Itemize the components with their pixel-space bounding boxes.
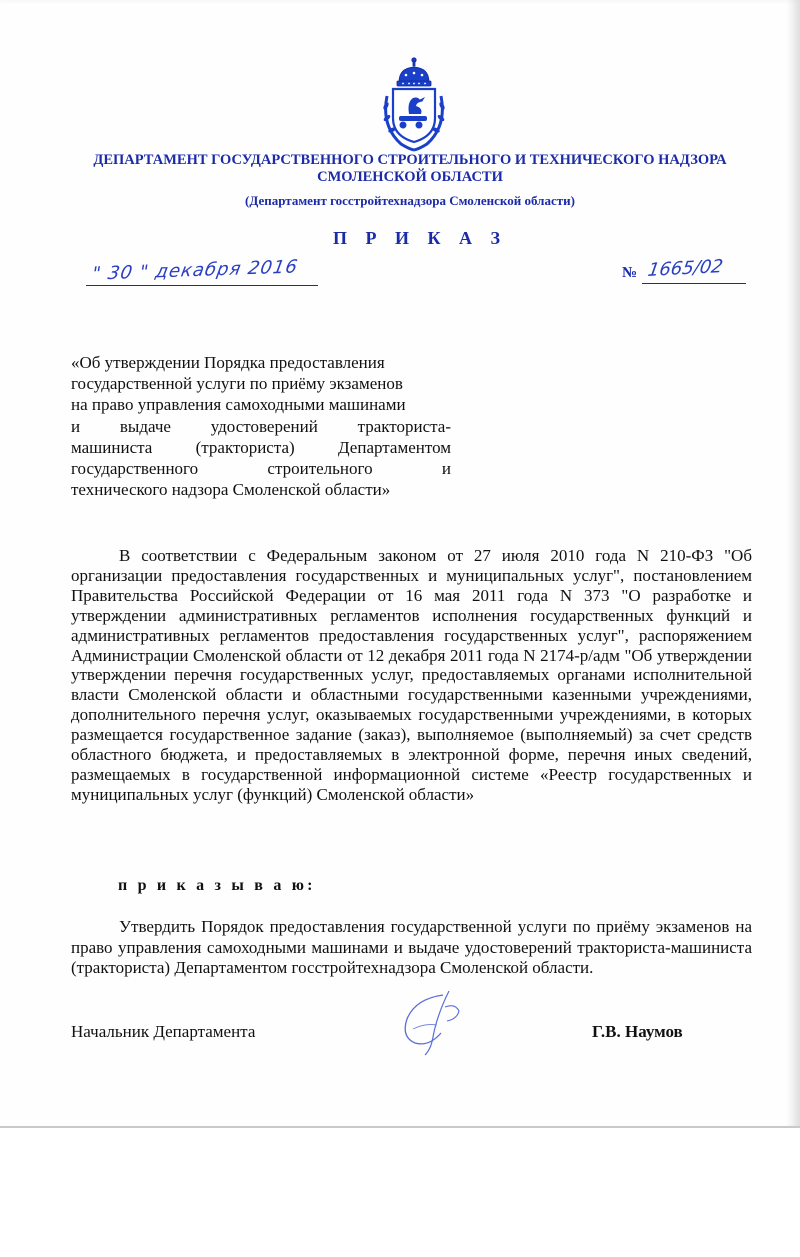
department-title (60, 152, 760, 186)
order-date-field (86, 256, 318, 286)
preamble-paragraph: В соответствии с Федеральным законом от 27 июля 2010 года N 210-ФЗ "Об организации предоставления государственных и муниципальных услуг", постановлением Правительства Российской Федерации от 16 мая 2011 года N 373 "О разработке и утверждении административных регламентов исполнения государственных функций и административных регламентов предоставления государственных услуг", распоряжением Администрации Смоленской области от 12 декабря 2011 года N 2174-р/адм "Об утверждении утверждении перечня государственных услуг, предоставляемых органами исполнительной власти Смоленской области и областными государственными казенными учреждениями, дополнительного перечня услуг, оказываемых государственными учреждениями, в которых размещается государственное задание (заказ), выполняемое (выполняемый) за счет средств областного бюджета, и предоставляемых в электронной форме, перечня иных сведений, размещаемых в государственной информационной системе «Реестр государственных и муниципальных услуг (функций) Смоленской области» (71, 546, 752, 804)
order-word: п р и к а з ы в а ю: (118, 877, 316, 894)
department-short-name: (Департамент госстройтехнадзора Смоленской области) (245, 193, 575, 208)
subject-line: «Об утверждении Порядка предоставления (71, 353, 385, 372)
page-edge (0, 1126, 800, 1128)
subject-line: технического надзора Смоленской области» (71, 480, 391, 500)
subject-line: государственного строительного и (71, 459, 451, 479)
order-number-handwritten: 1665/02 (646, 255, 725, 282)
department-title-line2: СМОЛЕНСКОЙ ОБЛАСТИ (317, 169, 503, 185)
subject-line: государственной услуги по приёму экзаменов (71, 374, 403, 394)
signatory-name: Г.В. Наумов (592, 1022, 683, 1041)
subject-line: и выдаче удостоверений тракториста- (71, 416, 451, 436)
department-title-line1: ДЕПАРТАМЕНТ ГОСУДАРСТВЕННОГО СТРОИТЕЛЬНОГО И ТЕХНИЧЕСКОГО НАДЗОРА (93, 152, 727, 168)
number-sign: № (622, 265, 638, 281)
order-subject (71, 352, 451, 500)
subject-line: машиниста (тракториста) Департаментом (71, 437, 451, 457)
order-number-field (622, 255, 746, 284)
document-type-title: П Р И К А З (332, 228, 508, 248)
signatory-position: Начальник Департамента (71, 1022, 256, 1041)
order-date-handwritten: " 30 " декабря 2016 (90, 256, 300, 285)
date-underline (86, 285, 318, 286)
resolution-paragraph: Утвердить Порядок предоставления государственной услуги по приёму экзаменов на право управления самоходными машинами и выдаче удостоверений тракториста-машиниста (тракториста) Департаментом госстройтехнадзора Смоленской области. (71, 917, 752, 977)
handwritten-signature-icon (385, 985, 485, 1057)
smolensk-coat-of-arms-icon (379, 56, 449, 152)
scan-shadow (786, 0, 800, 1128)
number-underline (642, 283, 746, 284)
subject-line: на право управления самоходными машинами (71, 395, 406, 415)
